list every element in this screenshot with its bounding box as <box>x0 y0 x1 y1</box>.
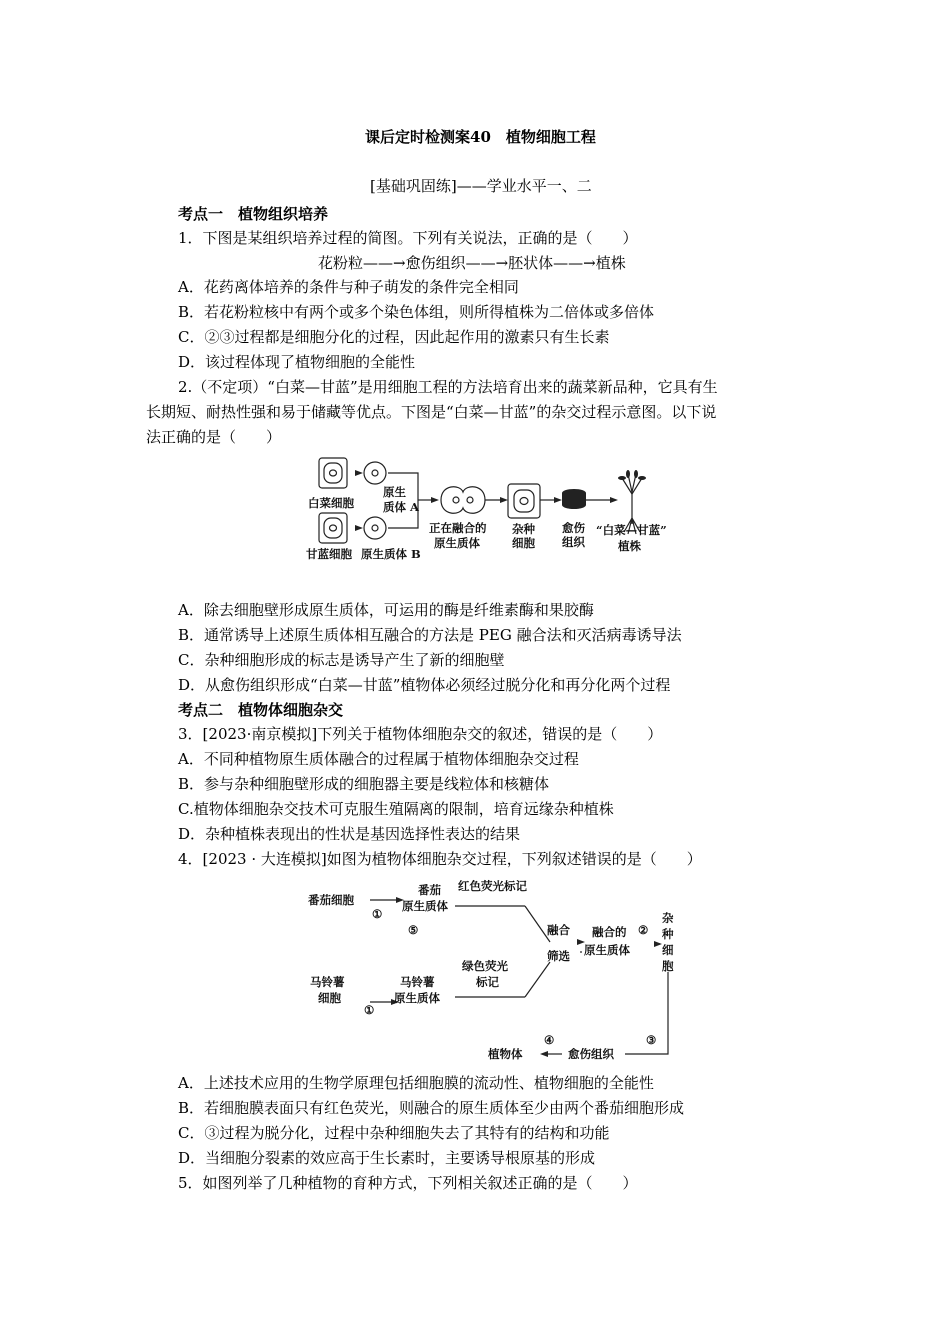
protoplast-a-shape <box>364 462 386 484</box>
question-4-stem: 4．[2023 · 大连模拟]如图为植物体细胞杂交过程，下列叙述错误的是（ ） <box>178 850 702 868</box>
question-4-option-c: C．③过程为脱分化，过程中杂种细胞失去了其特有的结构和功能 <box>178 1124 610 1142</box>
step-1-bottom: ① <box>364 1003 375 1017</box>
question-5-stem: 5．如图列举了几种植物的育种方式，下列相关叙述正确的是（ ） <box>178 1174 638 1192</box>
question-3-option-a: A．不同种植物原生质体融合的过程属于植物体细胞杂交过程 <box>178 750 579 768</box>
label-hybrid-2: 细胞 <box>512 536 535 550</box>
question-3-option-d: D．杂种植株表现出的性状是基因选择性表达的结果 <box>178 825 521 843</box>
protoplast-b-shape <box>364 517 386 539</box>
page-title: 课后定时检测案40 植物细胞工程 <box>365 128 596 146</box>
step-4: ④ <box>544 1033 555 1047</box>
question-2-option-d: D．从愈伤组织形成“白菜—甘蓝”植物体必须经过脱分化和再分化两个过程 <box>178 676 671 694</box>
label-potato-protoplast-1: 马铃薯 <box>400 975 435 989</box>
somatic-hybridization-figure <box>300 872 700 1067</box>
label-protoplast-a-2: 质体 A <box>383 500 419 514</box>
label-fused-protoplast-1: 融合的 <box>592 925 627 939</box>
question-2-stem-line-1: 2.（不定项）“白菜—甘蓝”是用细胞工程的方法培育出来的蔬菜新品种，它具有生 <box>178 378 718 396</box>
label-hybrid-1: 杂种 <box>512 522 535 536</box>
label-potato-cell-1: 马铃薯 <box>310 975 345 989</box>
label-fusing-1: 正在融合的 <box>429 521 487 535</box>
step-5: ⑤ <box>408 923 419 937</box>
cabbage-kale-hybrid-figure <box>300 452 700 567</box>
question-4-option-a: A．上述技术应用的生物学原理包括细胞膜的流动性、植物细胞的全能性 <box>178 1074 654 1092</box>
label-tomato-protoplast-2: 原生质体 <box>402 899 448 913</box>
label-green-fluorescent-2: 标记 <box>476 975 499 989</box>
question-1-flow: 花粉粒——→愈伤组织——→胚状体——→植株 <box>318 254 626 272</box>
label-screen: 筛选 <box>547 949 570 963</box>
hybrid-cell-shape <box>508 484 540 518</box>
question-2-option-c: C．杂种细胞形成的标志是诱导产生了新的细胞壁 <box>178 651 505 669</box>
step-2: ② <box>638 923 649 937</box>
label-cabbage-cell: 白菜细胞 <box>308 496 354 510</box>
label-protoplast-b: 原生质体 B <box>361 547 421 561</box>
label-fuse: 融合 <box>547 923 570 937</box>
label-fusing-2: 原生质体 <box>434 536 480 550</box>
question-2-option-b: B．通常诱导上述原生质体相互融合的方法是 PEG 融合法和灭活病毒诱导法 <box>178 626 682 644</box>
question-3-option-b: B．参与杂种细胞壁形成的细胞器主要是线粒体和核糖体 <box>178 775 550 793</box>
label-potato-protoplast-2: 原生质体 <box>394 991 440 1005</box>
question-1-option-c: C．②③过程都是细胞分化的过程，因此起作用的激素只有生长素 <box>178 328 610 346</box>
label-hybrid-char-4: 胞 <box>662 959 674 973</box>
label-plant-1: “白菜—甘蓝” <box>596 523 667 537</box>
label-red-fluorescent: 红色荧光标记 <box>458 879 527 893</box>
question-2-stem-line-2: 长期短、耐热性强和易于储藏等优点。下图是“白菜—甘蓝”的杂交过程示意图。以下说 <box>146 403 717 421</box>
question-1-stem: 1．下图是某组织培养过程的简图。下列有关说法，正确的是（ ） <box>178 229 638 247</box>
question-1-option-b: B．若花粉粒核中有两个或多个染色体组，则所得植株为二倍体或多倍体 <box>178 303 655 321</box>
question-1-option-a: A．花药离体培养的条件与种子萌发的条件完全相同 <box>178 278 519 296</box>
fusing-protoplasts-shape <box>441 487 485 514</box>
topic-heading-2: 考点二 植物体细胞杂交 <box>178 701 344 719</box>
question-3-stem: 3．[2023·南京模拟]下列关于植物体细胞杂交的叙述，错误的是（ ） <box>178 725 663 743</box>
label-plant-2: 植株 <box>618 539 641 553</box>
question-4-option-b: B．若细胞膜表面只有红色荧光，则融合的原生质体至少由两个番茄细胞形成 <box>178 1099 685 1117</box>
topic-heading-1: 考点一 植物组织培养 <box>178 205 329 223</box>
question-1-option-d: D．该过程体现了植物细胞的全能性 <box>178 353 416 371</box>
label-hybrid-char-2: 种 <box>662 927 674 941</box>
label-hybrid-char-3: 细 <box>662 943 674 957</box>
question-4-option-d: D．当细胞分裂素的效应高于生长素时，主要诱导根原基的形成 <box>178 1149 596 1167</box>
label-green-fluorescent-1: 绿色荧光 <box>462 959 508 973</box>
label-kale-cell: 甘蓝细胞 <box>306 547 352 561</box>
question-2-option-a: A．除去细胞壁形成原生质体，可运用的酶是纤维素酶和果胶酶 <box>178 601 594 619</box>
label-tomato-cell: 番茄细胞 <box>308 893 354 907</box>
question-2-stem-line-3: 法正确的是（ ） <box>146 428 282 446</box>
label-tomato-protoplast-1: 番茄 <box>418 883 441 897</box>
label-callus-1: 愈伤 <box>562 521 585 535</box>
label-plant: 植物体 <box>488 1047 523 1061</box>
label-callus-2: 组织 <box>562 535 585 549</box>
step-1-top: ① <box>372 907 383 921</box>
label-potato-cell-2: 细胞 <box>318 991 341 1005</box>
step-3: ③ <box>646 1033 657 1047</box>
section-heading: [基础巩固练]——学业水平一、二 <box>370 177 592 195</box>
label-callus: 愈伤组织 <box>568 1047 614 1061</box>
label-fused-protoplast-2: 原生质体 <box>584 943 630 957</box>
label-hybrid-char-1: 杂 <box>662 911 674 925</box>
label-protoplast-a-1: 原生 <box>383 485 406 499</box>
question-3-option-c: C.植物体细胞杂交技术可克服生殖隔离的限制，培育远缘杂种植株 <box>178 800 614 818</box>
